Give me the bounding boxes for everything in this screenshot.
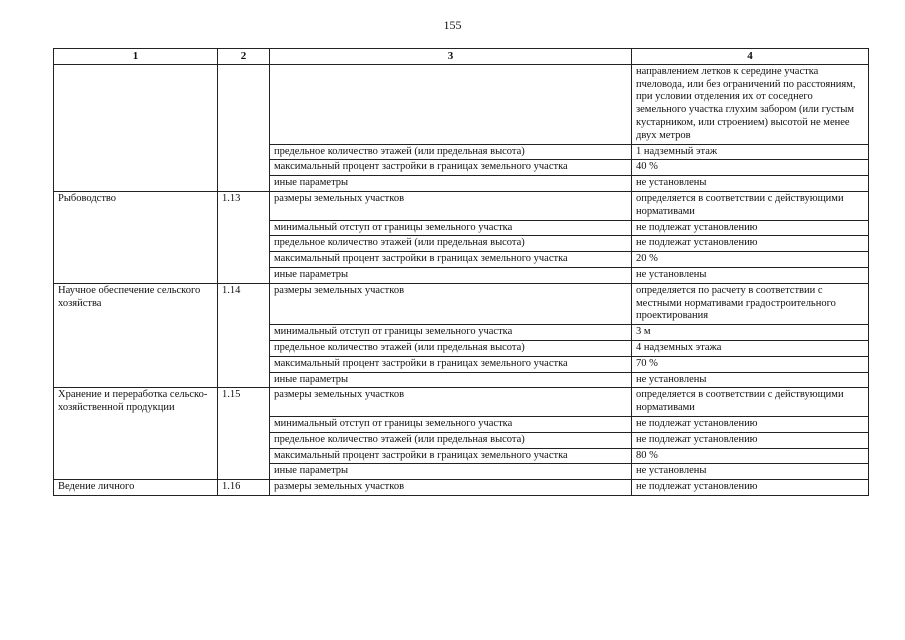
param-label: максимальный процент застройки в границах земельного участка xyxy=(270,160,632,176)
col-header-1: 1 xyxy=(54,49,218,65)
param-value: не установлены xyxy=(632,464,869,480)
use-name: Рыбоводство xyxy=(54,191,218,283)
param-label: предельное количество этажей (или предельная высота) xyxy=(270,432,632,448)
page-number: 155 xyxy=(443,18,462,32)
param-value: не установлены xyxy=(632,372,869,388)
use-code: 1.15 xyxy=(218,388,270,480)
param-label: иные параметры xyxy=(270,372,632,388)
param-label: иные параметры xyxy=(270,267,632,283)
param-label: максимальный процент застройки в границах земельного участка xyxy=(270,252,632,268)
header-row xyxy=(54,49,869,65)
param-value: не подлежат установлению xyxy=(632,432,869,448)
param-value: не подлежат установлению xyxy=(632,220,869,236)
table-row xyxy=(54,480,869,496)
param-value: не подлежат установлению xyxy=(632,236,869,252)
param-value: не установлены xyxy=(632,176,869,192)
param-label: максимальный процент застройки в границах земельного участка xyxy=(270,356,632,372)
cont-code-cell xyxy=(218,64,270,191)
param-value: определяется в соответствии с действующими нормативами xyxy=(632,388,869,417)
use-name: Хранение и переработка сельско-хозяйственной продукции xyxy=(54,388,218,480)
cont-text3-cell xyxy=(270,64,632,144)
cont-text4-cell: направлением летков к середине участка пчеловода, или без ограничений по расстояниям, при условии отделения их от соседнего земельного участка глухим забором (или густым кустарником, или строением) высотой не менее двух метров xyxy=(632,64,869,144)
param-label: иные параметры xyxy=(270,176,632,192)
param-value: не установлены xyxy=(632,267,869,283)
use-code: 1.13 xyxy=(218,191,270,283)
table-row xyxy=(54,64,869,144)
param-label: предельное количество этажей (или предельная высота) xyxy=(270,144,632,160)
cont-name-cell xyxy=(54,64,218,191)
param-value: не подлежат установлению xyxy=(632,416,869,432)
param-value: определяется по расчету в соответствии с местными нормативами градостроительного проектирования xyxy=(632,283,869,324)
param-label: размеры земельных участков xyxy=(270,388,632,417)
param-value: 70 % xyxy=(632,356,869,372)
param-label: максимальный процент застройки в границах земельного участка xyxy=(270,448,632,464)
use-name: Ведение личного xyxy=(54,480,218,496)
param-value: 80 % xyxy=(632,448,869,464)
table-row xyxy=(54,388,869,417)
col-header-4: 4 xyxy=(632,49,869,65)
land-use-table xyxy=(53,48,869,496)
table-row xyxy=(54,191,869,220)
param-value: 1 надземный этаж xyxy=(632,144,869,160)
use-code: 1.16 xyxy=(218,480,270,496)
use-name: Научное обеспечение сельского хозяйства xyxy=(54,283,218,388)
param-label: размеры земельных участков xyxy=(270,191,632,220)
param-label: минимальный отступ от границы земельного участка xyxy=(270,220,632,236)
param-label: иные параметры xyxy=(270,464,632,480)
param-label: размеры земельных участков xyxy=(270,480,632,496)
param-label: минимальный отступ от границы земельного участка xyxy=(270,416,632,432)
use-code: 1.14 xyxy=(218,283,270,388)
param-label: размеры земельных участков xyxy=(270,283,632,324)
table-row xyxy=(54,283,869,324)
param-label: минимальный отступ от границы земельного участка xyxy=(270,325,632,341)
param-value: 20 % xyxy=(632,252,869,268)
col-header-3: 3 xyxy=(270,49,632,65)
param-value: не подлежат установлению xyxy=(632,480,869,496)
param-value: 3 м xyxy=(632,325,869,341)
param-value: 40 % xyxy=(632,160,869,176)
param-value: 4 надземных этажа xyxy=(632,340,869,356)
param-value: определяется в соответствии с действующими нормативами xyxy=(632,191,869,220)
col-header-2: 2 xyxy=(218,49,270,65)
param-label: предельное количество этажей (или предельная высота) xyxy=(270,340,632,356)
param-label: предельное количество этажей (или предельная высота) xyxy=(270,236,632,252)
